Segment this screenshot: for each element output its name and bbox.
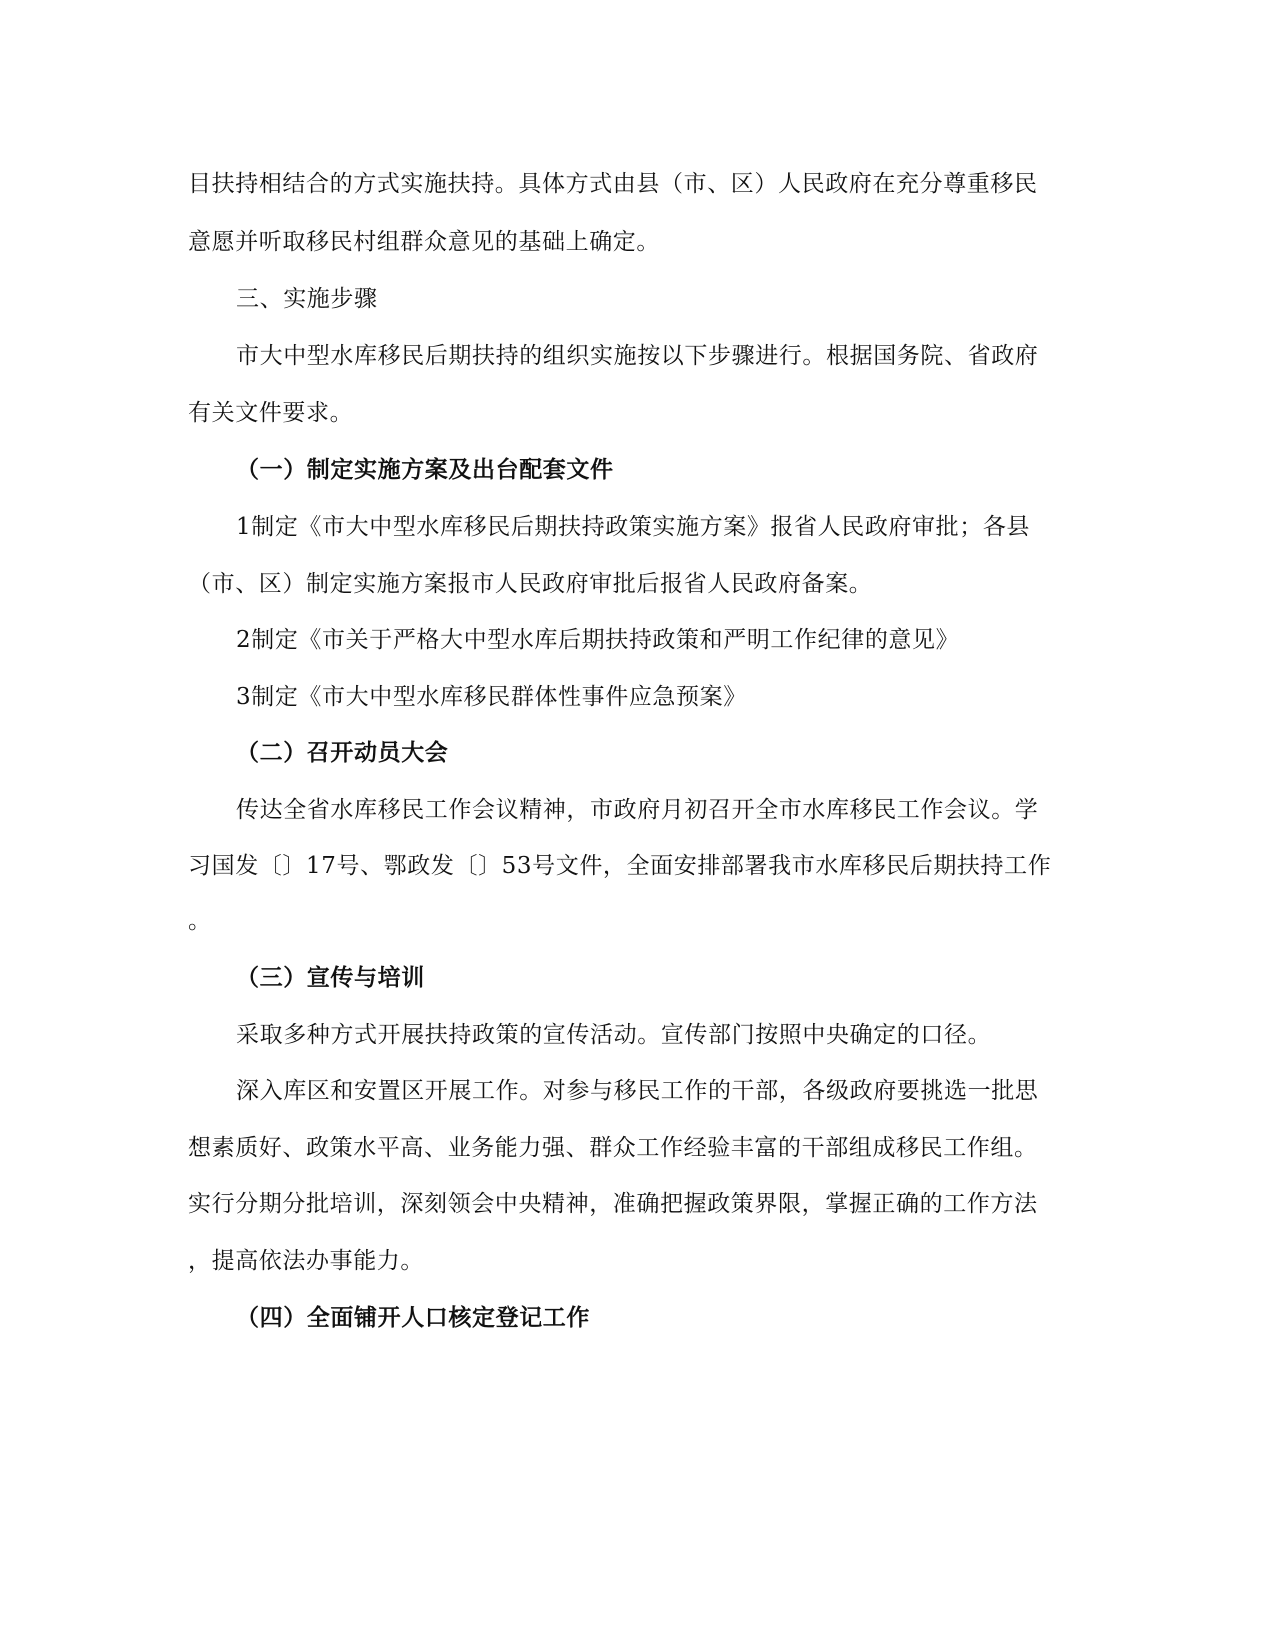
paragraph-line: 深入库区和安置区开展工作。对参与移民工作的干部，各级政府要挑选一批思 (236, 1078, 1039, 1104)
paragraph-line: 市大中型水库移民后期扶持的组织实施按以下步骤进行。根据国务院、省政府 (236, 343, 1039, 369)
paragraph-line: 目扶持相结合的方式实施扶持。具体方式由县（市、区）人民政府在充分尊重移民 (188, 171, 1038, 197)
subsection-heading: （二）召开动员大会 (236, 740, 449, 766)
paragraph-line: 传达全省水库移民工作会议精神，市政府月初召开全市水库移民工作会议。学 (236, 797, 1039, 823)
section-title: 三、实施步骤 (236, 286, 378, 312)
paragraph-line: 有关文件要求。 (188, 400, 354, 426)
paragraph-line: 。 (188, 908, 212, 934)
paragraph-line: 采取多种方式开展扶持政策的宣传活动。宣传部门按照中央确定的口径。 (236, 1022, 992, 1048)
subsection-heading: （三）宣传与培训 (236, 965, 425, 991)
paragraph-line: 1制定《市大中型水库移民后期扶持政策实施方案》报省人民政府审批；各县 (236, 514, 1031, 540)
paragraph-line: 2制定《市关于严格大中型水库后期扶持政策和严明工作纪律的意见》 (236, 627, 960, 653)
paragraph-line: 实行分期分批培训，深刻领会中央精神，准确把握政策界限，掌握正确的工作方法 (188, 1191, 1038, 1217)
paragraph-line: 3制定《市大中型水库移民群体性事件应急预案》 (236, 684, 747, 710)
paragraph-line: 想素质好、政策水平高、业务能力强、群众工作经验丰富的干部组成移民工作组。 (188, 1135, 1038, 1161)
paragraph-line: 习国发〔〕17号、鄂政发〔〕53号文件，全面安排部署我市水库移民后期扶持工作 (188, 853, 1052, 879)
subsection-heading: （四）全面铺开人口核定登记工作 (236, 1305, 590, 1331)
subsection-heading: （一）制定实施方案及出台配套文件 (236, 457, 614, 483)
paragraph-line: 意愿并听取移民村组群众意见的基础上确定。 (188, 229, 660, 255)
paragraph-line: ，提高依法办事能力。 (188, 1248, 424, 1274)
paragraph-line: （市、区）制定实施方案报市人民政府审批后报省人民政府备案。 (188, 571, 873, 597)
